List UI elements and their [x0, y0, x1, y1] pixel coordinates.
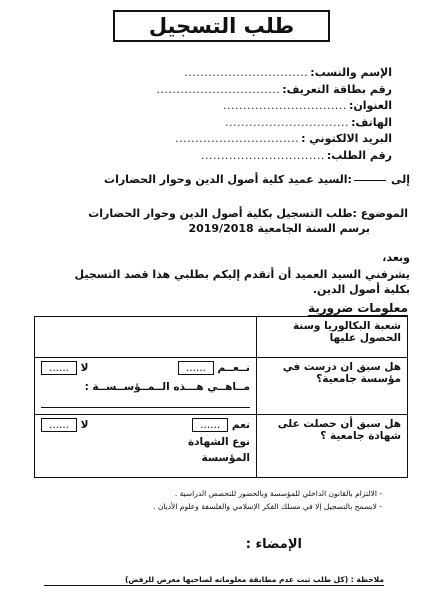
- degree-institution-label: المؤسسة: [201, 452, 250, 464]
- question-bac: شعبة البكالوريا وسنة الحصول عليها: [257, 317, 408, 358]
- no-box: ......: [41, 418, 77, 432]
- yes-label: نــعــم: [217, 362, 250, 374]
- addressee-text: :السيد عميد كلية أصول الدين وحوار الحضارات: [104, 173, 352, 186]
- field-label: الهاتف:: [351, 115, 392, 129]
- field-id-card: [32, 83, 392, 100]
- field-full-name: [32, 66, 392, 83]
- certificate-type-label: نوع الشهادة: [187, 436, 250, 448]
- field-label: رقم الطلب:: [326, 148, 392, 162]
- personal-info-fields: [32, 66, 392, 165]
- field-dots: ...............................: [156, 82, 281, 96]
- subject-line: الموضوع :طلب التسجيل بكلية أصول الدين وحوار الحضارات: [88, 207, 408, 220]
- conditions-notes: [42, 487, 382, 513]
- field-address: [32, 99, 392, 116]
- section-heading: معلومات ضرورية: [307, 301, 408, 315]
- option-yes: [178, 361, 250, 375]
- yes-no-options: [41, 361, 250, 375]
- subject-block: [28, 207, 408, 235]
- option-no: [41, 361, 88, 375]
- yes-box: ......: [192, 418, 228, 432]
- option-no: [41, 418, 88, 432]
- footer-note: ملاحظة : (كل طلب ثبت عدم مطابقة معلوماته لصاحبها معرض للرفض): [44, 575, 384, 586]
- addressee-underline: [354, 180, 386, 181]
- letter-body: [50, 250, 410, 297]
- institution-label: مــاهــي هـــذه الــمــؤســســة :: [84, 381, 250, 393]
- request-text: يشرفني السيد العميد أن أتقدم إليكم بطلبي هذا قصد التسجيل بكلية أصول الدين.: [74, 268, 410, 296]
- field-phone: [32, 116, 392, 133]
- note-item: - لايسمح بالتسجيل إلا في مسلك الفكر الإسلامي والفلسفة وعلوم الأديان .: [153, 502, 382, 511]
- table-row: [35, 415, 408, 478]
- signature-label: الإمضاء :: [245, 537, 302, 552]
- yes-box: ......: [178, 361, 214, 375]
- note-item: - الالتزام بالقانون الداخلي للمؤسسة وبالحضور للتحصص الدراسية .: [174, 489, 382, 498]
- table-row: [35, 358, 408, 415]
- field-dots: ...............................: [225, 115, 350, 129]
- option-yes: [192, 418, 250, 432]
- required-info-table: [34, 316, 408, 478]
- field-label: العنوان:: [348, 99, 392, 112]
- answer-prior-degree: [35, 415, 257, 478]
- answer-prior-study: [35, 358, 257, 415]
- field-label: رقم بطاقة التعريف:: [282, 82, 392, 96]
- addressee-line: [30, 173, 410, 186]
- field-dots: ...............................: [223, 99, 347, 112]
- field-label: البريد الالكتوني :: [301, 132, 392, 145]
- institution-line: [41, 397, 250, 408]
- addressee-to: إلى: [390, 173, 410, 186]
- yes-label: نعم: [231, 419, 250, 431]
- yes-no-options: [41, 418, 250, 432]
- no-box: ......: [41, 361, 77, 375]
- academic-year-line: برسم السنة الجامعية 2019/2018: [188, 222, 370, 235]
- field-dots: ...............................: [200, 148, 325, 162]
- question-prior-study: هل سبق ان درست في مؤسسة جامعية؟: [257, 358, 408, 415]
- field-dots: ...............................: [175, 132, 300, 145]
- question-prior-degree: هل سبق أن حصلت على شهادة جامعية ؟: [257, 415, 408, 478]
- field-dots: ...............................: [184, 66, 309, 79]
- field-label: الإسم والنسب:: [310, 66, 392, 79]
- field-request-number: [32, 149, 392, 166]
- table-row: [35, 317, 408, 358]
- field-email: [32, 132, 392, 149]
- no-label: لا: [80, 362, 89, 374]
- greeting: وبعد،: [382, 251, 410, 264]
- form-title: طلب التسجيل: [113, 10, 330, 42]
- answer-bac: [35, 317, 257, 358]
- no-label: لا: [80, 419, 89, 431]
